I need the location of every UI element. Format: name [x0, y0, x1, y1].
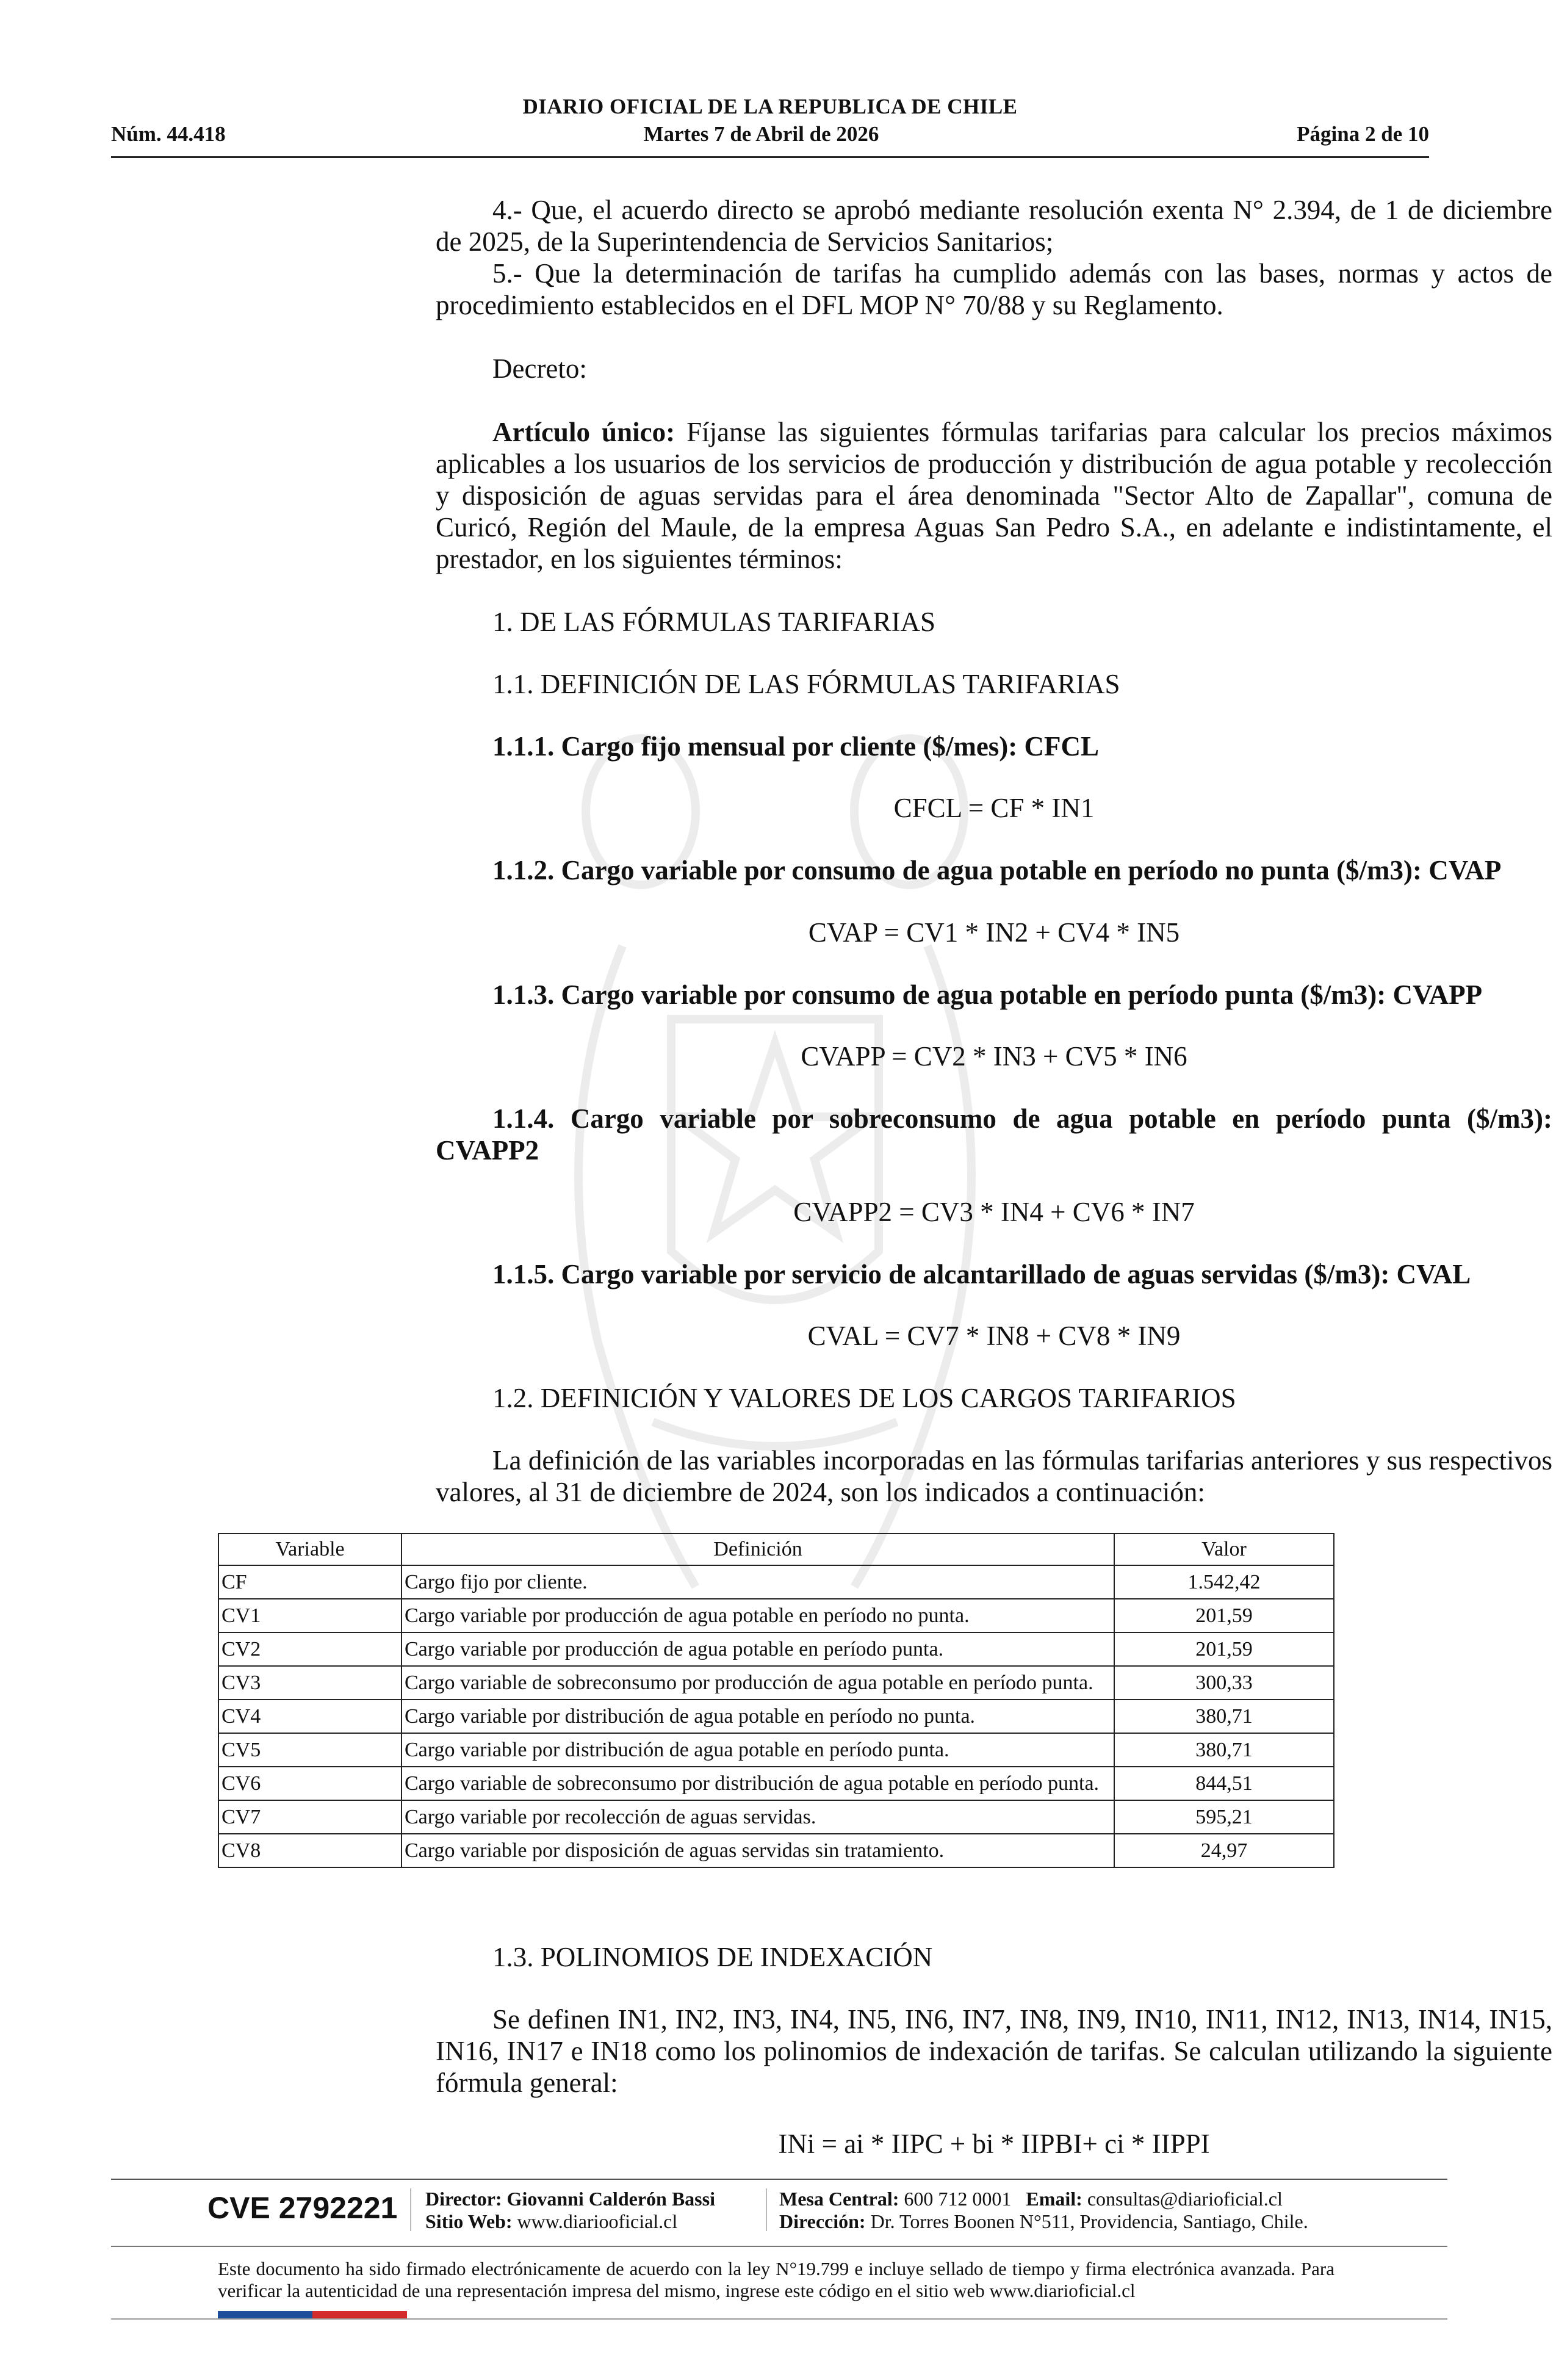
- definition-cell: Cargo variable por producción de agua potable en período punta.: [402, 1632, 1114, 1666]
- definition-cell: Cargo variable de sobreconsumo por producción de agua potable en período punta.: [402, 1666, 1114, 1700]
- table-row: [218, 1565, 1334, 1599]
- table-row: [218, 1733, 1334, 1767]
- section-1-2-intro: La definición de las variables incorporadas en las fórmulas tarifarias anteriores y sus respectivos valores, al 31 de diciembre de 2024, son los indicados a continuación:: [436, 1445, 1552, 1507]
- variable-cell: CV7: [218, 1800, 402, 1834]
- definition-cell: Cargo variable por disposición de aguas servidas sin tratamiento.: [402, 1834, 1114, 1867]
- formula-5-expression: CVAL = CV7 * IN8 + CV8 * IN9: [807, 1321, 1181, 1351]
- legal-notice: Este documento ha sido firmado electrónicamente de acuerdo con la ley N°19.799 e incluye sellado de tiempo y firma electrónica avanzada. Para verificar la autenticidad de una representación impresa del mismo, ingrese este código en el sitio web www.diarioficial.cl: [218, 2258, 1334, 2301]
- footer-contact-block: [779, 2188, 1308, 2233]
- articulo-unico: [436, 416, 1552, 575]
- web-label: Sitio Web:: [425, 2210, 513, 2232]
- formula-2-title: 1.1.2. Cargo variable por consumo de agua potable en período no punta ($/m3): CVAP: [492, 855, 1502, 885]
- address: Dr. Torres Boonen N°511, Providencia, Santiago, Chile.: [870, 2210, 1308, 2232]
- definition-cell: Cargo variable por producción de agua potable en período no punta.: [402, 1599, 1114, 1632]
- section-1-3-heading: 1.3. POLINOMIOS DE INDEXACIÓN: [492, 1942, 933, 1972]
- footer-separator: [766, 2188, 767, 2231]
- formula-3-title: 1.1.3. Cargo variable por consumo de agua potable en período punta ($/m3): CVAPP: [492, 979, 1483, 1010]
- formula-5-title: 1.1.5. Cargo variable por servicio de alcantarillado de aguas servidas ($/m3): CVAL: [492, 1259, 1471, 1289]
- table-body: [218, 1565, 1334, 1867]
- variables-table: [218, 1533, 1334, 1868]
- articulo-text: Fíjanse las siguientes fórmulas tarifarias para calcular los precios máximos aplicables a los usuarios de los servicios de producción y distribución de agua potable y recolección y disposición de aguas servidas para el área denominada "Sector Alto de Zapallar", comuna de Curicó, Región del Maule, de la empresa Aguas San Pedro S.A., en adelante e indistintamente, el prestador, en los siguientes términos:: [436, 417, 1552, 574]
- value-cell: 300,33: [1114, 1666, 1334, 1700]
- variable-cell: CV2: [218, 1632, 402, 1666]
- variable-cell: CV4: [218, 1700, 402, 1733]
- cve-code: CVE 2792221: [207, 2191, 398, 2225]
- formula-3-expression: CVAPP = CV2 * IN3 + CV5 * IN6: [801, 1041, 1187, 1072]
- page-number: Página 2 de 10: [1297, 122, 1429, 146]
- section-1-3-intro: Se definen IN1, IN2, IN3, IN4, IN5, IN6, IN7, IN8, IN9, IN10, IN11, IN12, IN13, IN14, IN15, IN16, IN17 e IN18 como los polinomios de indexación de tarifas. Se calculan utilizando la siguiente fórmula general:: [436, 2004, 1552, 2098]
- footer-middle-rule: [111, 2246, 1447, 2247]
- table-row: [218, 1700, 1334, 1733]
- table-header-row: [218, 1534, 1334, 1565]
- website-link[interactable]: www.diariooficial.cl: [517, 2210, 678, 2232]
- value-cell: 595,21: [1114, 1800, 1334, 1834]
- value-cell: 380,71: [1114, 1700, 1334, 1733]
- journal-title: DIARIO OFICIAL DE LA REPUBLICA DE CHILE: [522, 95, 1018, 118]
- flag-stripe-red: [312, 2311, 407, 2318]
- considerando-5: 5.- Que la determinación de tarifas ha cumplido además con las bases, normas y actos de procedimiento establecidos en el DFL MOP N° 70/88 y su Reglamento.: [436, 258, 1552, 320]
- section-1-2-heading: 1.2. DEFINICIÓN Y VALORES DE LOS CARGOS TARIFARIOS: [492, 1383, 1236, 1413]
- variable-cell: CV3: [218, 1666, 402, 1700]
- director-label: Director:: [425, 2188, 502, 2210]
- considerando-4: 4.- Que, el acuerdo directo se aprobó mediante resolución exenta N° 2.394, de 1 de diciembre de 2025, de la Superintendencia de Servicios Sanitarios;: [436, 195, 1552, 257]
- footer-director-block: [425, 2188, 715, 2233]
- table-row: [218, 1666, 1334, 1700]
- director-name: Giovanni Calderón Bassi: [506, 2188, 715, 2210]
- column-header-variable: Variable: [218, 1534, 402, 1565]
- header-row: [111, 122, 1429, 146]
- issue-date: Martes 7 de Abril de 2026: [643, 122, 879, 146]
- footer-top-rule: [111, 2179, 1447, 2180]
- value-cell: 844,51: [1114, 1767, 1334, 1800]
- footer-separator: [410, 2188, 411, 2231]
- definition-cell: Cargo variable por distribución de agua potable en período punta.: [402, 1733, 1114, 1767]
- address-label: Dirección:: [779, 2210, 866, 2232]
- value-cell: 380,71: [1114, 1733, 1334, 1767]
- footer-bottom-rule: [111, 2318, 1447, 2320]
- mesa-label: Mesa Central:: [779, 2188, 899, 2210]
- table-row: [218, 1800, 1334, 1834]
- formula-1-expression: CFCL = CF * IN1: [893, 793, 1095, 823]
- definition-cell: Cargo variable de sobreconsumo por distribución de agua potable en período punta.: [402, 1767, 1114, 1800]
- variable-cell: CV1: [218, 1599, 402, 1632]
- value-cell: 201,59: [1114, 1599, 1334, 1632]
- issue-number: Núm. 44.418: [111, 122, 226, 146]
- decreto-label: Decreto:: [492, 353, 587, 384]
- table-row: [218, 1599, 1334, 1632]
- column-header-definicion: Definición: [402, 1534, 1114, 1565]
- table-row: [218, 1767, 1334, 1800]
- articulo-label: Artículo único:: [492, 417, 675, 447]
- table-row: [218, 1834, 1334, 1867]
- section-1-heading: 1. DE LAS FÓRMULAS TARIFARIAS: [492, 607, 936, 637]
- email-link[interactable]: consultas@diarioficial.cl: [1087, 2188, 1283, 2210]
- formula-1-title: 1.1.1. Cargo fijo mensual por cliente ($/mes): CFCL: [492, 731, 1100, 762]
- variable-cell: CV8: [218, 1834, 402, 1867]
- value-cell: 201,59: [1114, 1632, 1334, 1666]
- flag-stripe-blue: [218, 2311, 312, 2318]
- variable-cell: CV5: [218, 1733, 402, 1767]
- section-1-1-heading: 1.1. DEFINICIÓN DE LAS FÓRMULAS TARIFARIAS: [492, 669, 1120, 699]
- variable-cell: CF: [218, 1565, 402, 1599]
- formula-4-expression: CVAPP2 = CV3 * IN4 + CV6 * IN7: [793, 1197, 1195, 1227]
- formula-2-expression: CVAP = CV1 * IN2 + CV4 * IN5: [808, 917, 1180, 948]
- variable-cell: CV6: [218, 1767, 402, 1800]
- value-cell: 1.542,42: [1114, 1565, 1334, 1599]
- formula-4-title: 1.1.4. Cargo variable por sobreconsumo de agua potable en período punta ($/m3): CVAPP2: [436, 1103, 1552, 1166]
- definition-cell: Cargo fijo por cliente.: [402, 1565, 1114, 1599]
- definition-cell: Cargo variable por distribución de agua potable en período no punta.: [402, 1700, 1114, 1733]
- general-formula: INi = ai * IIPC + bi * IIPBI+ ci * IIPPI: [778, 2129, 1210, 2159]
- value-cell: 24,97: [1114, 1834, 1334, 1867]
- column-header-valor: Valor: [1114, 1534, 1334, 1565]
- table-row: [218, 1632, 1334, 1666]
- definition-cell: Cargo variable por recolección de aguas servidas.: [402, 1800, 1114, 1834]
- mesa-phone: 600 712 0001: [904, 2188, 1012, 2210]
- email-label: Email:: [1026, 2188, 1082, 2210]
- header-divider: [111, 156, 1429, 158]
